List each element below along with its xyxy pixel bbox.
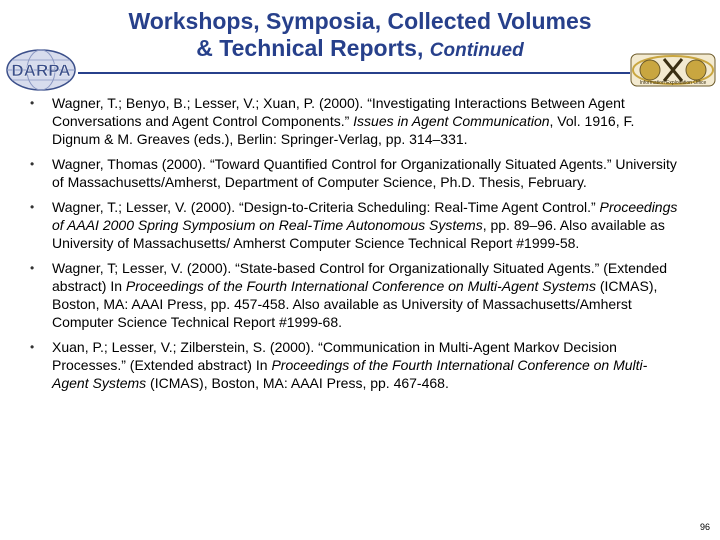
title-continued: Continued (429, 40, 524, 61)
reference-text: Wagner, T; Lesser, V. (2000). “State-based Control for Organizationally Situated Agents.” (Extended abstract) In (52, 260, 668, 294)
reference-source: Proceedings of the Fourth International Conference on Multi-Agent Systems (125, 278, 596, 294)
list-item (30, 155, 680, 191)
bullet: • (30, 340, 35, 354)
reference-details: , pp. 89–96. Also available as University of Massachusetts/ Amherst Computer Science Technical Report #1999-58. (52, 217, 665, 251)
reference-text: Wagner, Thomas (2000). “Toward Quantified Control for Organizationally Situated Agents.” University of Massachusetts/Amherst, Department of Computer Science, Ph.D. Thesis, February. (52, 156, 677, 190)
darpa-logo-text: DARPA (11, 61, 71, 80)
reference-text: Xuan, P.; Lesser, V.; Zilberstein, S. (2000). “Communication in Multi-Agent Markov Decision Processes.” (Extended abstract) In (52, 339, 617, 373)
reference-text: Wagner, T.; Lesser, V. (2000). “Design-to-Criteria Scheduling: Real-Time Agent Control.” (52, 199, 600, 215)
list-item (30, 94, 680, 148)
bullet: • (30, 261, 35, 275)
title-line-2 (90, 35, 630, 64)
title-line-1: Workshops, Symposia, Collected Volumes (128, 8, 592, 34)
reference-details: , Vol. 1916, F. Dignum & M. Greaves (eds.), Berlin: Springer-Verlag, pp. 314–331. (52, 113, 635, 147)
title-rule (78, 72, 630, 74)
list-item (30, 338, 680, 392)
reference-source: Proceedings of AAAI 2000 Spring Symposium on Real-Time Autonomous Systems (52, 199, 678, 233)
ixo-logo (630, 53, 716, 87)
list-item (30, 259, 680, 331)
ixo-logo-text: Information Exploitation Office (639, 80, 707, 86)
reference-list (30, 94, 680, 399)
bullet: • (30, 200, 35, 214)
reference-details: (ICMAS), Boston, MA: AAAI Press, pp. 467-468. (146, 375, 449, 391)
darpa-logo (4, 47, 78, 93)
reference-details: (ICMAS), Boston, MA: AAAI Press, pp. 457-458. Also available as University of Massachusetts/Amherst Computer Science Technical Report #1999-68. (52, 278, 658, 330)
reference-source: Issues in Agent Communication (353, 113, 550, 129)
reference-source: Proceedings of the Fourth International Conference on Multi-Agent Systems (52, 357, 648, 391)
bullet: • (30, 157, 35, 171)
reference-text: Wagner, T.; Benyo, B.; Lesser, V.; Xuan, P. (2000). “Investigating Interactions Between Agent Conversations and Agent Control Components.” (52, 95, 625, 129)
title-line-2-main: & Technical Reports, (196, 35, 424, 61)
page-title (90, 8, 630, 64)
page-number: 96 (699, 522, 710, 532)
list-item (30, 198, 680, 252)
bullet: • (30, 96, 35, 110)
